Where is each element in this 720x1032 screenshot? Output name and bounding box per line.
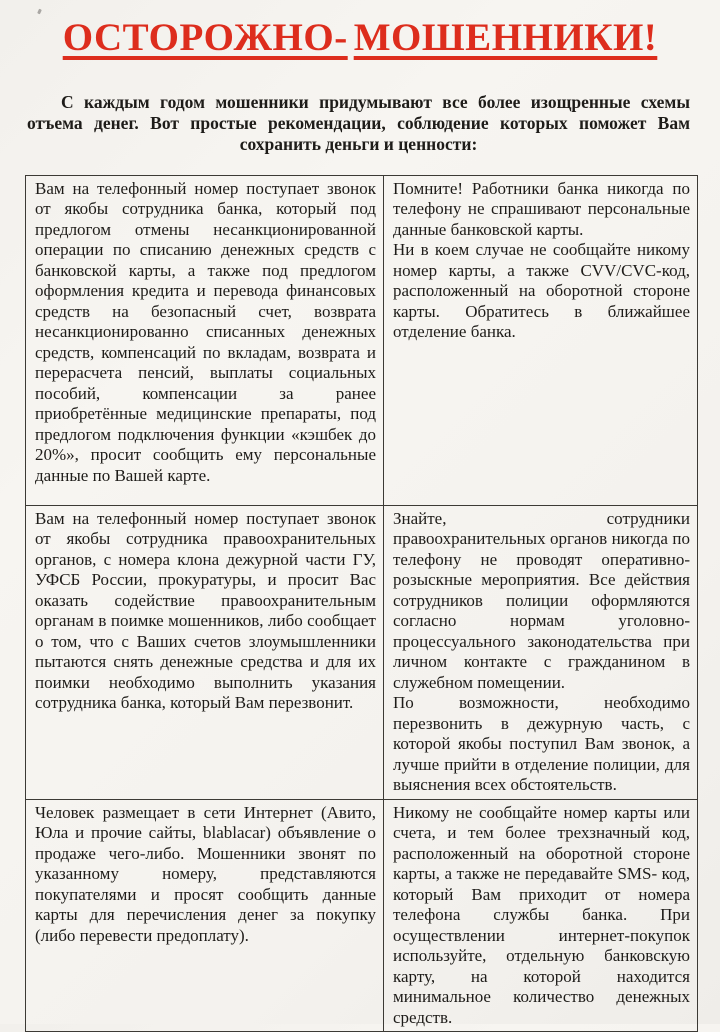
table-row-classifieds-scam: [26, 799, 698, 1032]
advice-cell-classifieds: [384, 799, 698, 1032]
scheme-cell-bank-call: [26, 175, 384, 505]
advice-text: Никому не сообщайте номер карты или счета, и тем более трехзначный код, расположенный на оборотной стороне карты, а также не передавайте SMS- код, который Вам приходит от номера телефона службы банка. При осуществлении интернет-покупок используйте, отдельную банковскую карту, на которой находится минимальное количество денежных средств.: [393, 802, 690, 1027]
advice-text: По возможности, необходимо перезвонить в дежурную часть, с которой якобы поступил Вам звонок, а лучше прийти в отделение полиции, для выяснения всех обстоятельств.: [393, 693, 690, 795]
fraud-schemes-table: [25, 175, 698, 1032]
scheme-cell-police-call: [26, 505, 384, 799]
table-row-police-call-scam: [26, 505, 698, 799]
page-title-part2: МОШЕННИКИ!: [353, 16, 658, 59]
scheme-text: Вам на телефонный номер поступает звонок от якобы сотрудника правоохранительных органов, с номера клона дежурной части ГУ, УФСБ России, прокуратуры, и просит Вас оказать содействие правоохранительным органам в поимке мошенников, либо сообщает о том, что с Ваших счетов злоумышленники пытаются снять денежные средства и для их поимки необходимо выполнить указания сотрудника банка, который Вам перезвонит.: [35, 508, 376, 713]
page-title: [0, 0, 720, 61]
scheme-cell-classifieds: [26, 799, 384, 1032]
scheme-text: Вам на телефонный номер поступает звонок от якобы сотрудника банка, который под предлогом отмены несанкционированной операции по списанию денежных средств с банковской карты, а также под предлогом оформления кредита и перевода финансовых средств на безопасный счет, возврата несанкционированно списанных денежных средств, компенсаций по вкладам, возврата и перерасчета пенсий, выплаты социальных пособий, компенсации за ранее приобретённые медицинские препараты, под предлогом подключения функции «кэшбек до 20%», просит сообщить ему персональные данные по Вашей карте.: [35, 178, 376, 485]
advice-text: Ни в коем случае не сообщайте никому номер карты, а также CVV/CVC-код, расположенный на оборотной стороне карты. Обратитесь в ближайшее отделение банка.: [393, 240, 690, 342]
intro-paragraph: С каждым годом мошенники придумывают все более изощренные схемы отъема денег. Вот простые рекомендации, соблюдение которых поможет Вам сохранить деньги и ценности:: [27, 91, 690, 154]
advice-cell-police-call: [384, 505, 698, 799]
advice-text: Помните! Работники банка никогда по телефону не спрашивают персональные данные банковской карты.: [393, 178, 690, 239]
scheme-text: Человек размещает в сети Интернет (Авито, Юла и прочие сайты, blablacar) объявление о продаже чего-либо. Мошенники звонят по указанному номеру, представляются покупателями и просят сообщить данные карты для перечисления денег за покупку (либо перевести предоплату).: [35, 802, 376, 945]
page-title-part1: ОСТОРОЖНО-: [62, 16, 348, 59]
advice-cell-bank-call: [384, 175, 698, 505]
advice-text: Знайте, сотрудники правоохранительных органов никогда по телефону не проводят оперативно-розыскные мероприятия. Все действия сотрудников полиции оформляются согласно нормам уголовно-процессуального законодательства при личном контакте с гражданином в служебном помещении.: [393, 508, 690, 692]
table-row-bank-call-scam: [26, 175, 698, 505]
